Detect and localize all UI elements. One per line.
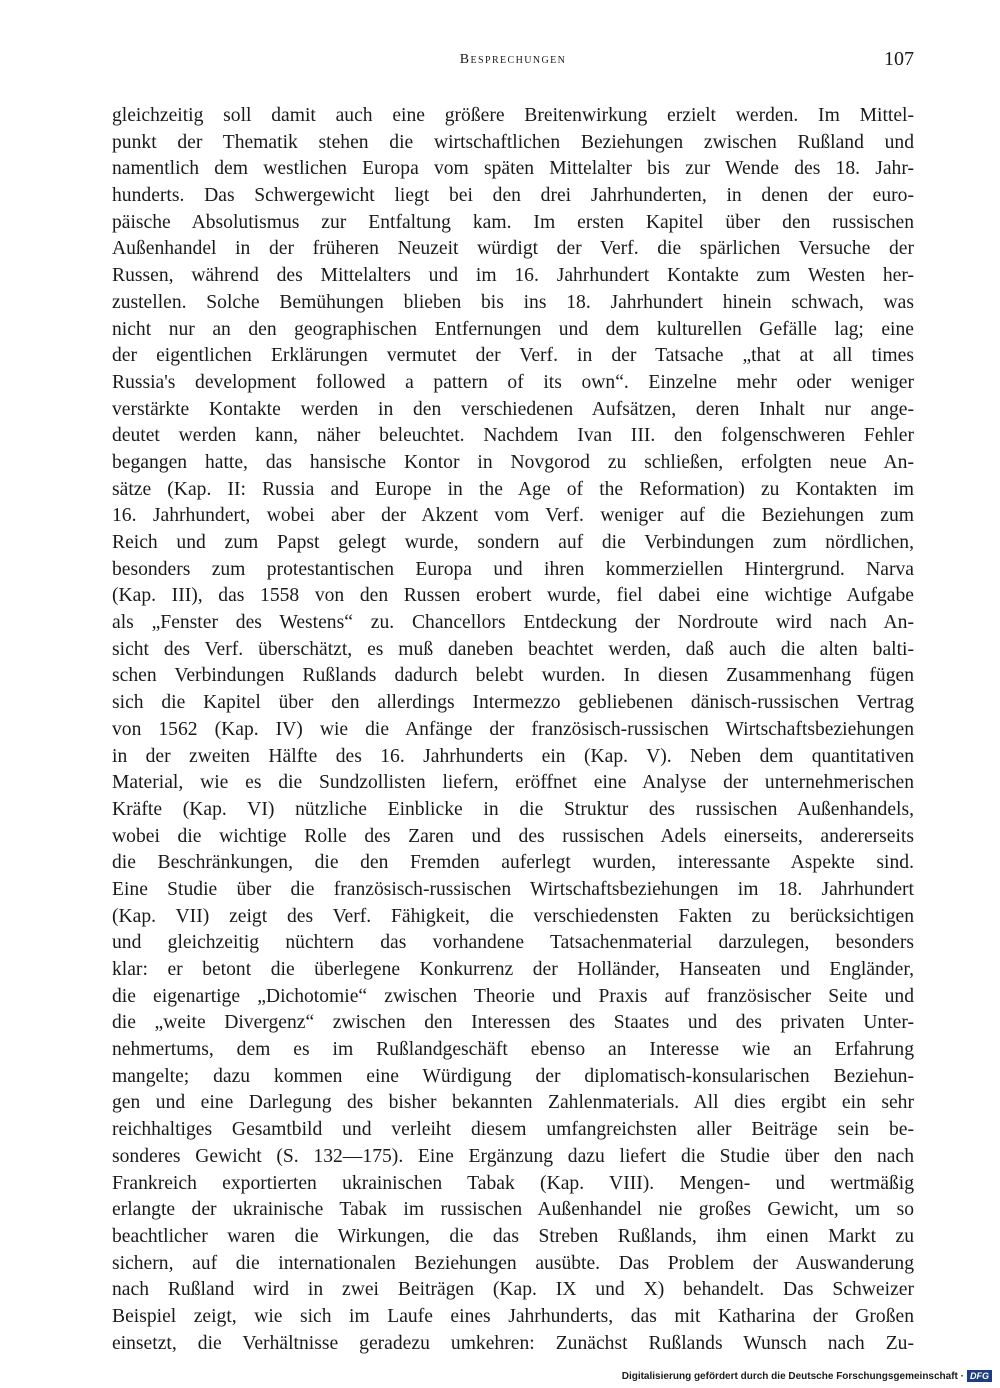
text-line: Frankreich exportierten ukrainischen Tabak (Kap. VIII). Mengen- und wertmäßig [112,1172,914,1194]
text-line: die eigenartige „Dichotomie“ zwischen Theorie und Praxis auf französischer Seite und [112,985,914,1007]
text-line: Beispiel zeigt, wie sich im Laufe eines Jahrhunderts, das mit Katharina der Großen [112,1305,914,1327]
text-line: Reich und zum Papst gelegt wurde, sondern auf die Verbindungen zum nördlichen, [112,532,914,553]
text-line: hunderts. Das Schwergewicht liegt bei den drei Jahrhunderten, in denen der euro- [112,185,914,207]
text-line: der eigentlichen Erklärungen vermutet der Verf. in der Tatsache „that at all times [112,345,914,367]
text-line: zustellen. Solche Bemühungen blieben bis ins 18. Jahrhundert hinein schwach, was [112,291,914,313]
page-header [112,50,914,76]
text-line: sätze (Kap. II: Russia and Europe in the Age of the Reformation) zu Kontakten im [112,478,914,500]
text-line: Russen, während des Mittelalters und im 16. Jahrhundert Kontakte zum Westen her- [112,265,914,287]
text-line: mangelte; dazu kommen eine Würdigung der diplomatisch-konsularischen Beziehun- [112,1065,914,1087]
text-line: klar: er betont die überlegene Konkurrenz der Holländer, Hanseaten und Engländer, [112,959,914,980]
review-text [112,103,914,1357]
text-line: erlangte der ukrainische Tabak im russischen Außenhandel nie großes Gewicht, um so [112,1199,914,1221]
text-line: sichern, auf die internationalen Beziehungen ausübte. Das Problem der Auswanderung [112,1252,914,1274]
text-line: wobei die wichtige Rolle des Zaren und des russischen Adels einerseits, andererseits [112,825,914,847]
text-line: sicht des Verf. überschätzt, es muß daneben beachtet werden, daß auch die alten balti- [112,638,914,660]
text-line: nehmertums, dem es im Rußlandgeschäft ebenso an Interesse wie an Erfahrung [112,1039,914,1061]
credit-text: Digitalisierung gefördert durch die Deutsche Forschungsgemeinschaft · [621,1370,964,1382]
text-line: sonderes Gewicht (S. 132—175). Eine Ergänzung dazu liefert die Studie über den nach [112,1145,914,1167]
text-line: (Kap. VII) zeigt des Verf. Fähigkeit, die verschiedensten Fakten zu berücksichtigen [112,905,914,927]
text-line: begangen hatte, das hansische Kontor in Novgorod zu schließen, erfolgten neue An- [112,451,914,473]
text-line: als „Fenster des Westens“ zu. Chancellors Entdeckung der Nordroute wird nach An- [112,612,914,634]
text-line: deutet werden kann, näher beleuchtet. Nachdem Ivan III. den folgenschweren Fehler [112,425,914,447]
text-line: Eine Studie über die französisch-russischen Wirtschaftsbeziehungen im 18. Jahrhundert [112,878,914,900]
text-line: von 1562 (Kap. IV) wie die Anfänge der französisch-russischen Wirtschaftsbeziehungen [112,718,914,740]
text-line: die „weite Divergenz“ zwischen den Interessen des Staates und des privaten Unter- [112,1012,914,1034]
text-line: verstärkte Kontakte werden in den verschiedenen Aufsätzen, deren Inhalt nur ange- [112,398,914,420]
text-line: punkt der Thematik stehen die wirtschaftlichen Beziehungen zwischen Rußland und [112,131,914,153]
text-line: sich die Kapitel über den allerdings Intermezzo gebliebenen dänisch-russischen Vertrag [112,692,914,714]
text-line: Außenhandel in der früheren Neuzeit würdigt der Verf. die spärlichen Versuche der [112,238,914,260]
text-line: schen Verbindungen Rußlands dadurch belebt wurden. In diesen Zusammenhang fügen [112,665,914,687]
text-line: nach Rußland wird in zwei Beiträgen (Kap. IX und X) behandelt. Das Schweizer [112,1279,914,1301]
page-number: 107 [884,48,914,70]
text-line: 16. Jahrhundert, wobei aber der Akzent vom Verf. weniger auf die Beziehungen zum [112,505,914,527]
dfg-logo-icon: DFG [967,1370,992,1382]
text-line: Russia's development followed a pattern of its own“. Einzelne mehr oder weniger [112,371,914,393]
text-line: namentlich dem westlichen Europa vom späten Mittelalter bis zur Wende des 18. Jahr- [112,158,914,180]
text-line: (Kap. III), das 1558 von den Russen erobert wurde, fiel dabei eine wichtige Aufgabe [112,585,914,607]
running-title: Besprechungen [459,52,567,67]
digitization-credit [622,1369,992,1383]
text-line: beachtlicher waren die Wirkungen, die das Streben Rußlands, ihm einen Markt zu [112,1225,914,1247]
text-line: gleichzeitig soll damit auch eine größere Breitenwirkung erzielt werden. Im Mittel- [112,105,914,126]
text-line: gen und eine Darlegung des bisher bekannten Zahlenmaterials. All dies ergibt ein sehr [112,1092,914,1114]
text-line: die Beschränkungen, die den Fremden auferlegt wurden, interessante Aspekte sind. [112,852,914,874]
text-line: und gleichzeitig nüchtern das vorhandene Tatsachenmaterial darzulegen, besonders [112,932,914,954]
text-line: in der zweiten Hälfte des 16. Jahrhunderts ein (Kap. V). Neben dem quantitativen [112,745,914,767]
text-line: reichhaltiges Gesamtbild und verleiht diesem umfangreichsten aller Beiträge sein be- [112,1119,914,1141]
text-line: besonders zum protestantischen Europa und ihren kommerziellen Hintergrund. Narva [112,558,914,580]
text-line: einsetzt, die Verhältnisse geradezu umkehren: Zunächst Rußlands Wunsch nach Zu- [112,1332,914,1354]
text-line: nicht nur an den geographischen Entfernungen und dem kulturellen Gefälle lag; eine [112,318,914,340]
text-line: Material, wie es die Sundzollisten liefern, eröffnet eine Analyse der unternehmerischen [112,772,914,794]
text-line: Kräfte (Kap. VI) nützliche Einblicke in die Struktur des russischen Außenhandels, [112,798,914,820]
text-line: päische Absolutismus zur Entfaltung kam. Im ersten Kapitel über den russischen [112,211,914,233]
